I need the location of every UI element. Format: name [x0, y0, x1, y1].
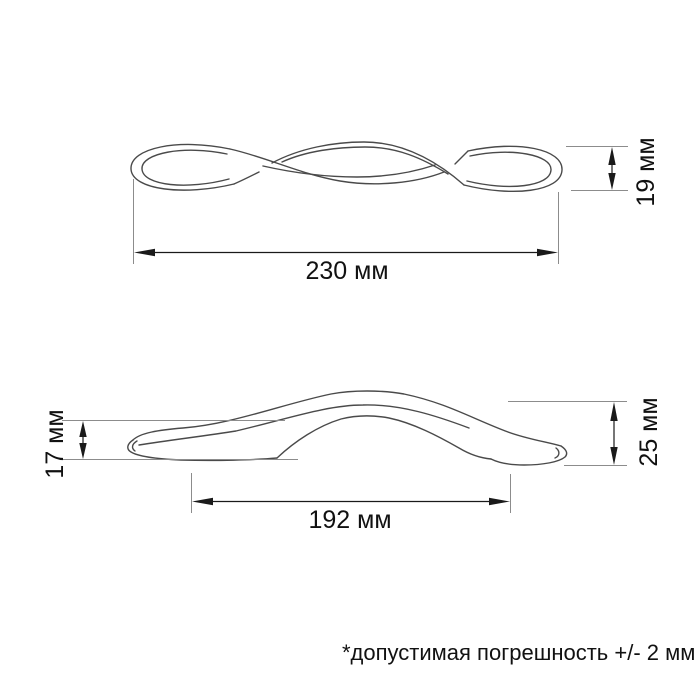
dim-label-height-17: 17 мм [41, 409, 69, 479]
arrowhead-up [608, 147, 615, 165]
front-view-middle-curve [139, 405, 469, 445]
top-view-strand-over [230, 149, 444, 184]
dim-label-height-25: 25 мм [635, 397, 663, 467]
arrowhead-left [192, 498, 213, 505]
arrowhead-left [134, 249, 155, 256]
arrowhead-down [608, 173, 615, 190]
arrowhead-right [537, 249, 558, 256]
tolerance-footnote: *допустимая погрешность +/- 2 мм [342, 640, 696, 665]
front-view-outer-top-curve [133, 391, 561, 446]
arrowhead-right [489, 498, 510, 505]
top-view-handle-outline [131, 142, 562, 191]
top-view-strand-under [272, 142, 464, 185]
arrowhead-down [610, 447, 617, 465]
front-view-right-foot [491, 446, 567, 465]
top-view-right-loop-inner [467, 152, 551, 186]
front-view-handle-outline [128, 391, 567, 465]
top-view-strand-over-end [455, 151, 468, 164]
arrowhead-up [610, 402, 617, 421]
dim-label-height-19: 19 мм [632, 137, 660, 207]
front-view-left-foot-end-arc [133, 441, 137, 451]
top-view-lens-top-inner-line [282, 147, 448, 174]
arrowhead-up [79, 421, 86, 437]
arrowhead-down [79, 443, 86, 459]
top-view-left-loop-inner [142, 150, 229, 185]
dim-label-length-230: 230 мм [305, 257, 389, 285]
top-view-strand-under-start [234, 172, 259, 184]
top-view-left-loop-outer [131, 144, 234, 190]
top-view-dimensions [134, 147, 629, 265]
dim-label-hole-spacing-192: 192 мм [308, 506, 392, 534]
front-view-right-foot-end-arc [555, 448, 559, 458]
front-view-inner-arch-curve [277, 416, 491, 459]
